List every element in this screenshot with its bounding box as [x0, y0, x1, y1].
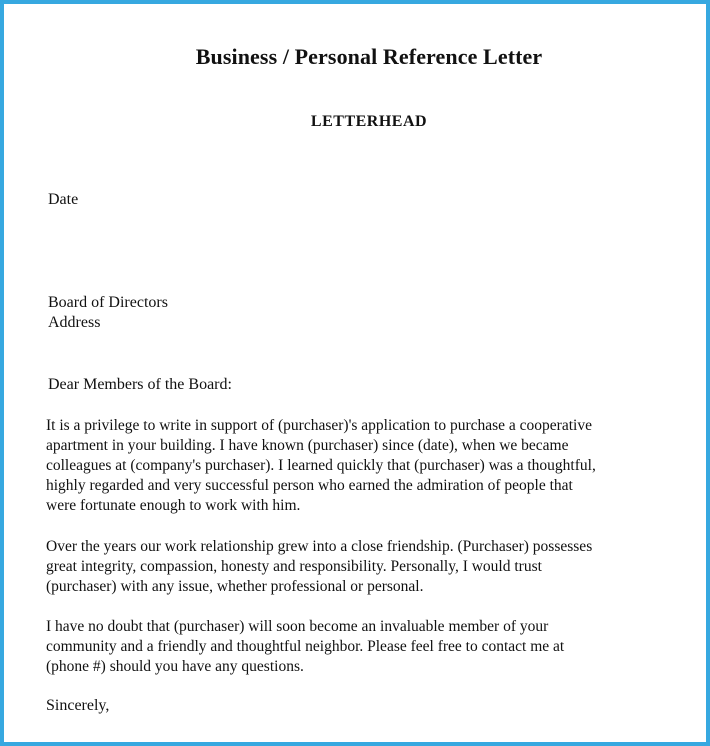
paragraph-line: (purchaser) with any issue, whether professional or personal.: [46, 578, 424, 595]
body-paragraph-1: [46, 416, 686, 516]
salutation: Dear Members of the Board:: [48, 376, 232, 393]
recipient-address: Address: [48, 314, 101, 331]
body-paragraph-3: [46, 617, 686, 677]
paragraph-line: community and a friendly and thoughtful neighbor. Please feel free to contact me at: [46, 638, 565, 655]
reference-letter-document: [4, 4, 706, 742]
paragraph-line: were fortunate enough to work with him.: [46, 497, 301, 514]
paragraph-line: apartment in your building. I have known (purchaser) since (date), when we became: [46, 437, 569, 454]
paragraph-line: Over the years our work relationship grew into a close friendship. (Purchaser) possesses: [46, 538, 593, 555]
paragraph-line: It is a privilege to write in support of (purchaser)'s application to purchase a cooperative: [46, 417, 592, 434]
paragraph-line: colleagues at (company's purchaser). I learned quickly that (purchaser) was a thoughtful,: [46, 457, 596, 474]
closing: Sincerely,: [46, 697, 110, 714]
recipient-name: Board of Directors: [48, 294, 168, 311]
paragraph-line: great integrity, compassion, honesty and responsibility. Personally, I would trust: [46, 558, 542, 575]
paragraph-line: (phone #) should you have any questions.: [46, 658, 304, 675]
document-title: Business / Personal Reference Letter: [195, 44, 543, 69]
paragraph-line: highly regarded and very successful person who earned the admiration of people that: [46, 477, 573, 494]
paragraph-line: I have no doubt that (purchaser) will soon become an invaluable member of your: [46, 618, 549, 635]
date-line: Date: [48, 191, 79, 208]
letterhead-label: LETTERHEAD: [310, 113, 428, 130]
body-paragraph-2: [46, 537, 686, 597]
